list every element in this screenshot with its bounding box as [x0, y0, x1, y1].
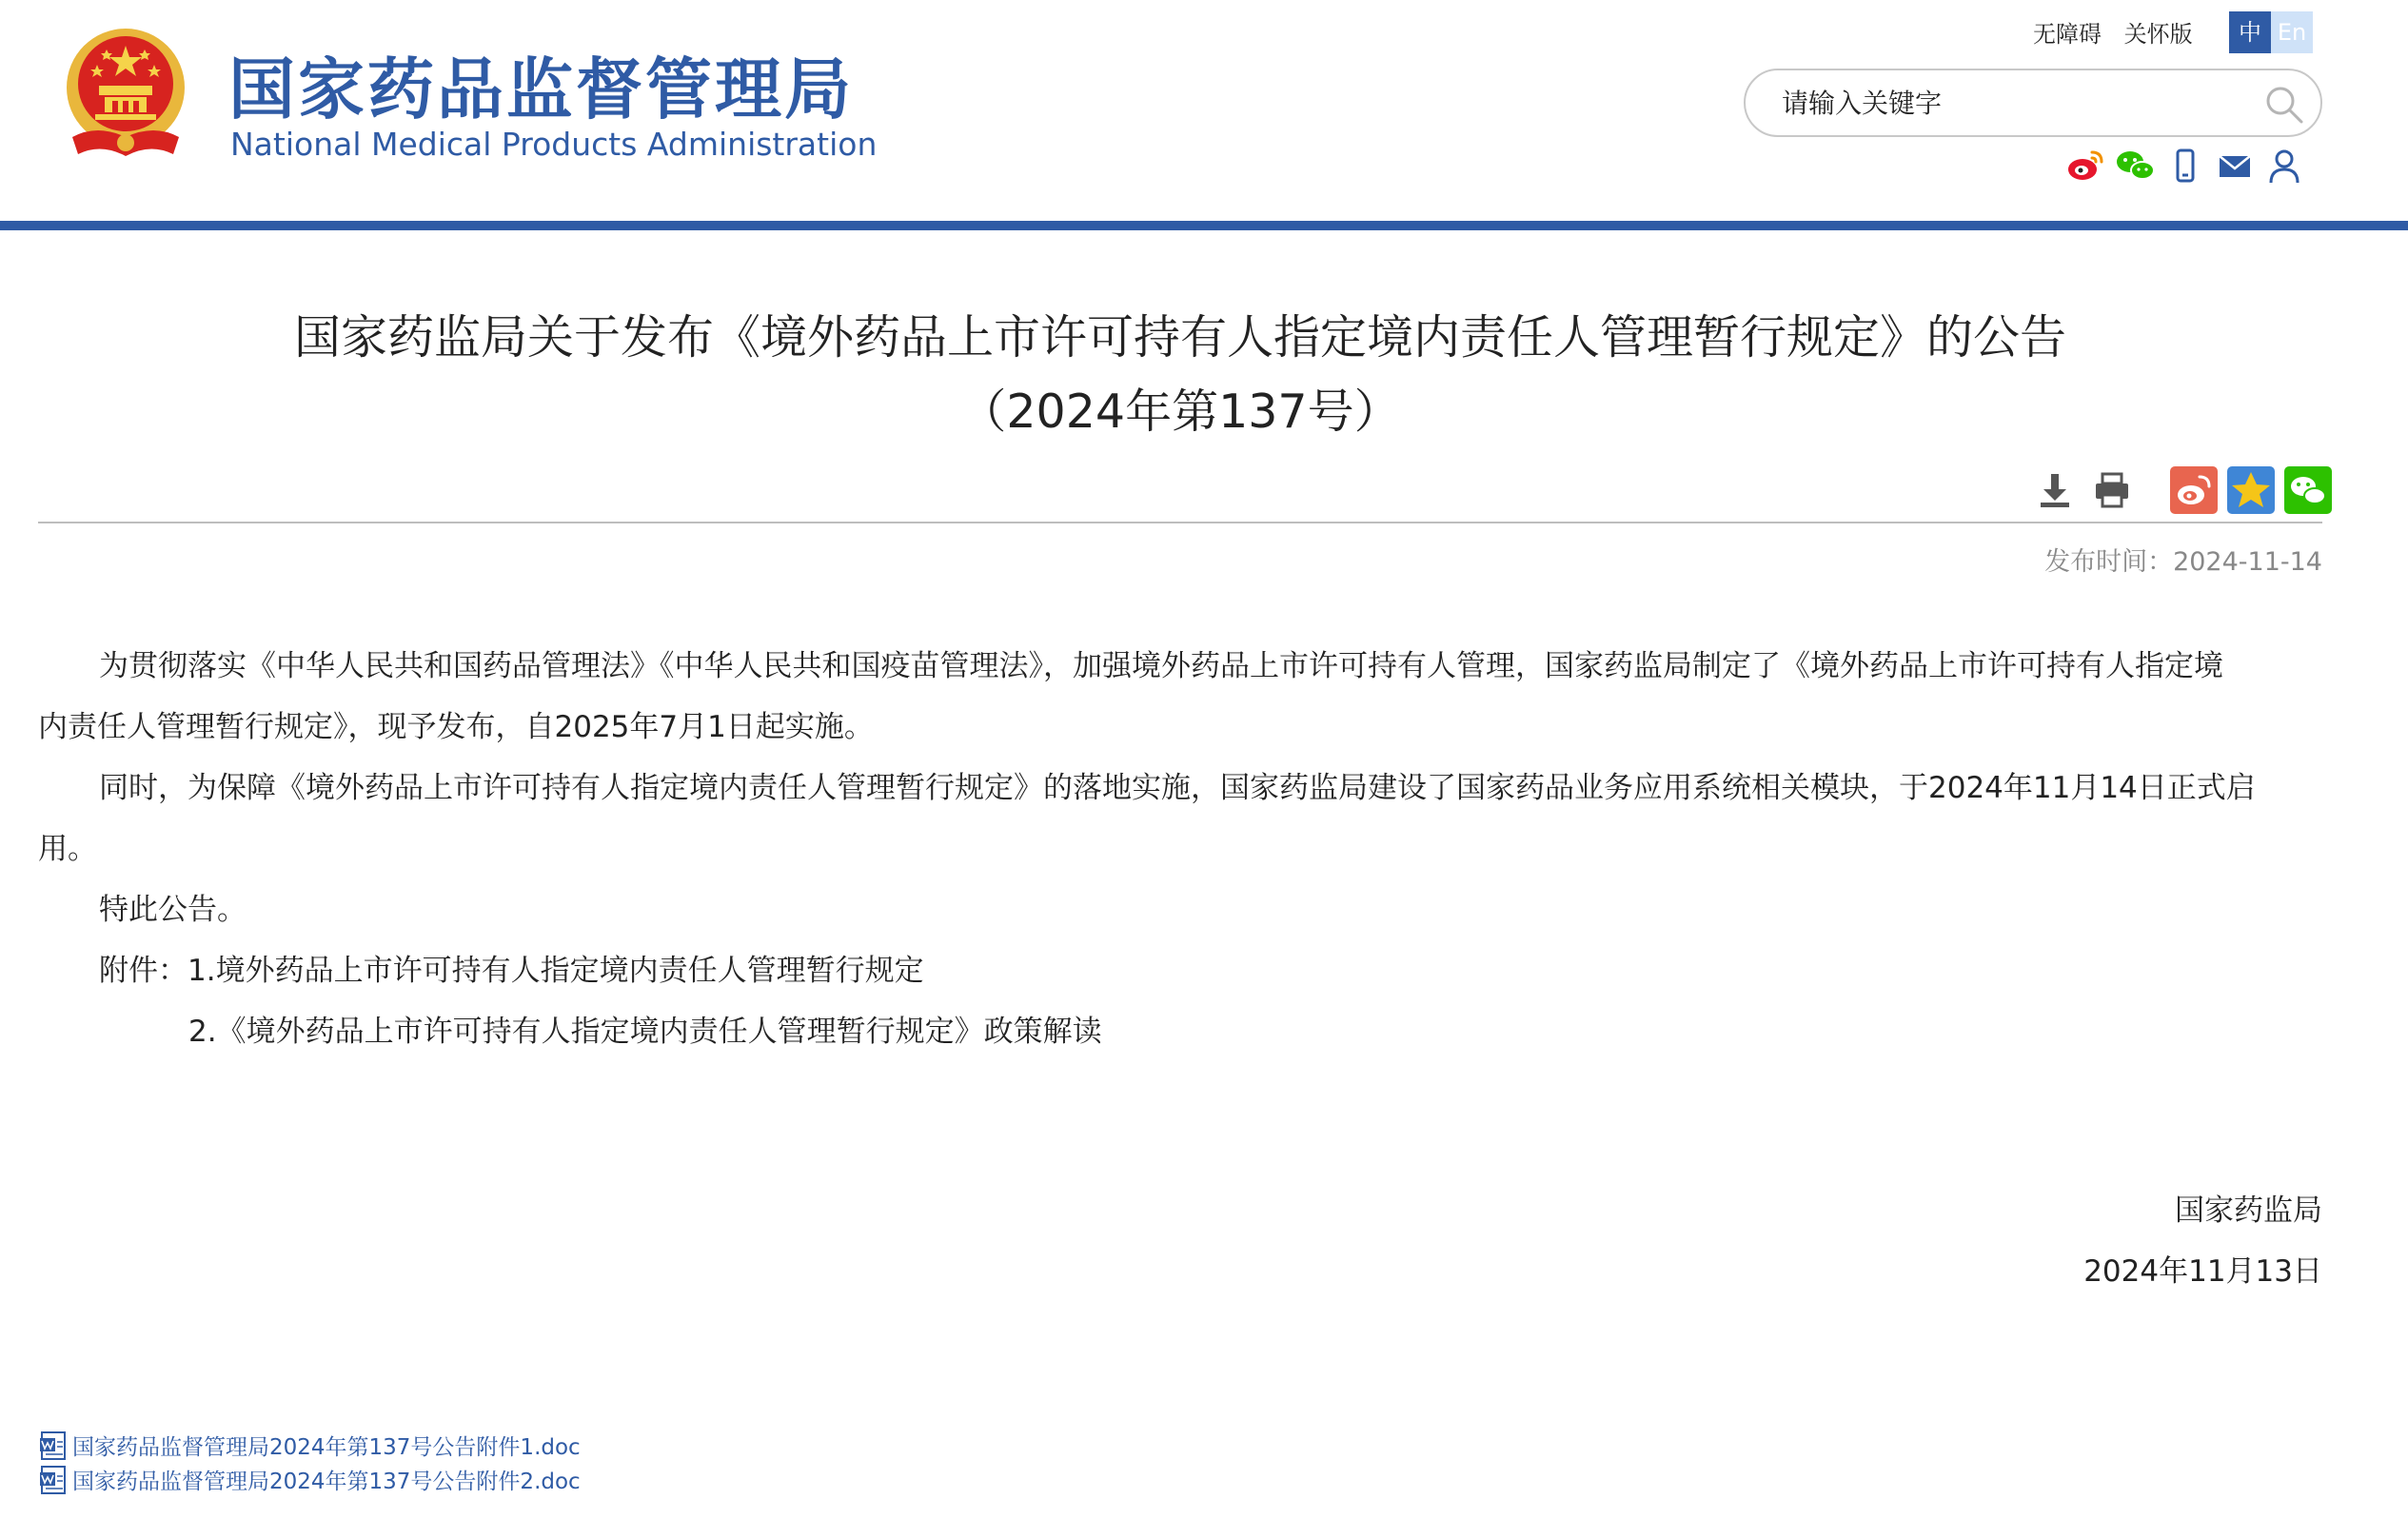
download-icon[interactable]	[2031, 466, 2079, 514]
word-doc-icon	[38, 1430, 69, 1461]
signature-date: 2024年11月13日	[2083, 1254, 2322, 1289]
share-weibo-icon[interactable]	[2170, 466, 2218, 514]
elder-mode-link[interactable]: 关怀版	[2123, 21, 2193, 48]
language-switch	[2229, 11, 2313, 53]
wechat-icon[interactable]	[2115, 145, 2157, 187]
share-qzone-icon[interactable]	[2227, 466, 2275, 514]
lang-en-button[interactable]: En	[2271, 11, 2313, 53]
accessibility-link[interactable]: 无障碍	[2033, 21, 2102, 48]
article-title: 国家药监局关于发布《境外药品上市许可持有人指定境内责任人管理暂行规定》的公告	[293, 310, 2066, 365]
attachment-filename-1[interactable]: 国家药品监督管理局2024年第137号公告附件1.doc	[72, 1435, 581, 1460]
paragraph-1-line-2: 内责任人管理暂行规定》，现予发布，自2025年7月1日起实施。	[38, 710, 874, 744]
search-input[interactable]	[1782, 84, 2239, 122]
print-icon[interactable]	[2088, 466, 2136, 514]
header-divider-bar	[0, 221, 2408, 230]
publish-date-label: 发布时间：	[2044, 547, 2174, 577]
paragraph-1-line-1: 为贯彻落实《中华人民共和国药品管理法》《中华人民共和国疫苗管理法》，加强境外药品上市许可持有人管理，国家药监局制定了《境外药品上市许可持有人指定境	[99, 649, 2223, 683]
site-title[interactable]: 国家药品监督管理局	[228, 50, 854, 128]
user-icon[interactable]	[2263, 145, 2305, 187]
weibo-icon[interactable]	[2065, 145, 2107, 187]
attachment-item-1: 1.境外药品上市许可持有人指定境内责任人管理暂行规定	[188, 954, 924, 988]
attachment-filename-2[interactable]: 国家药品监督管理局2024年第137号公告附件2.doc	[72, 1470, 581, 1494]
attachment-label: 附件：	[99, 954, 188, 988]
paragraph-2-line-1: 同时，为保障《境外药品上市许可持有人指定境内责任人管理暂行规定》的落地实施，国家药监局建设了国家药品业务应用系统相关模块，于2024年11月14日正式启	[99, 771, 2256, 805]
top-links	[2033, 15, 2208, 49]
publish-date-value: 2024-11-14	[2173, 547, 2322, 577]
search-icon[interactable]	[2263, 84, 2305, 126]
paragraph-2-line-2: 用。	[38, 832, 97, 866]
article-number: （2024年第137号）	[959, 385, 1401, 439]
mail-icon[interactable]	[2214, 145, 2256, 187]
search-box	[1744, 69, 2322, 137]
publish-date	[2044, 541, 2322, 578]
attachment-download-1[interactable]	[38, 1430, 581, 1461]
attachment-download-2[interactable]	[38, 1464, 581, 1495]
site-header	[0, 0, 2408, 221]
announcement-closing: 特此公告。	[99, 893, 247, 927]
signature-org: 国家药监局	[2175, 1194, 2322, 1228]
attachment-list	[99, 940, 924, 1001]
national-emblem-icon[interactable]	[59, 25, 192, 166]
title-divider	[38, 522, 2322, 523]
word-doc-icon	[38, 1465, 69, 1495]
mobile-icon[interactable]	[2164, 145, 2206, 187]
share-wechat-icon[interactable]	[2284, 466, 2332, 514]
article-toolbar	[2031, 466, 2341, 514]
lang-zh-button[interactable]: 中	[2229, 11, 2271, 53]
attachment-item-2: 2.《境外药品上市许可持有人指定境内责任人管理暂行规定》政策解读	[188, 1015, 1102, 1049]
site-subtitle: National Medical Products Administration	[230, 126, 878, 163]
social-links	[2065, 145, 2313, 187]
